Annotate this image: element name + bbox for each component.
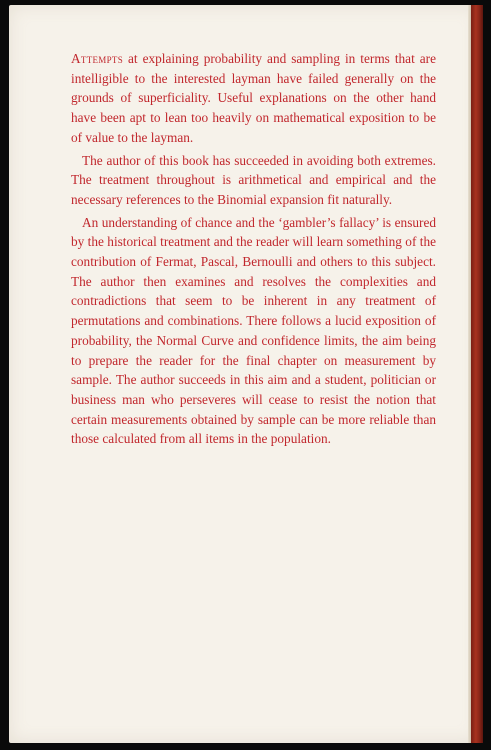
cover-blurb xyxy=(71,49,436,449)
blurb-paragraph-2: The author of this book has succeeded in avoiding both extremes. The treatment throughout is arithmetical and empirical and the necessary references to the Binomial expansion fit naturally. xyxy=(71,152,436,207)
back-cover-page xyxy=(9,5,479,743)
blurb-paragraph-1 xyxy=(71,49,436,148)
book-spine xyxy=(471,5,483,743)
blurb-paragraph-3: An understanding of chance and the ‘gambler’s fallacy’ is ensured by the historical treatment and the reader will learn something of the contribution of Fermat, Pascal, Bernoulli and others to this subject. The author then examines and resolves the complexities and contradictions that seem to be inherent in any treatment of permutations and combinations. There follows a lucid exposition of probability, the Normal Curve and confidence limits, the aim being to prepare the reader for the final chapter on measurement by sample. The author succeeds in this aim and a student, politician or business man who perseveres will cease to resist the notion that certain measurements obtained by sample can be more reliable than those calculated from all items in the population. xyxy=(71,214,436,447)
blurb-first-word: Attempts xyxy=(71,51,124,66)
blurb-paragraph-1-text: at explaining probability and sampling in terms that are intelligible to the interested layman have failed generally on the grounds of superficiality. Useful explanations on the other hand have been apt to lean too heavily on mathematical exposition to be of value to the layman. xyxy=(71,51,436,145)
